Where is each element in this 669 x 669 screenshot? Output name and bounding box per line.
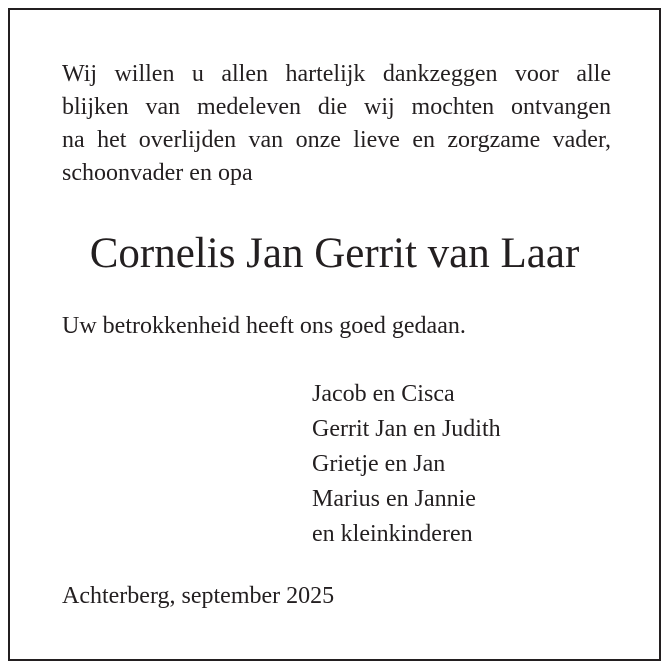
- gratitude-text: Uw betrokkenheid heeft ons goed gedaan.: [62, 313, 466, 339]
- signature-item: Gerrit Jan en Judith: [312, 416, 501, 442]
- intro-line: schoonvader en opa: [62, 160, 253, 186]
- signature-list: [312, 377, 501, 552]
- signature-item: Jacob en Cisca: [312, 381, 455, 407]
- deceased-name: Cornelis Jan Gerrit van Laar: [89, 230, 580, 277]
- signature-item: en kleinkinderen: [312, 521, 473, 547]
- notice-card: [8, 8, 661, 661]
- place-date: Achterberg, september 2025: [62, 583, 335, 609]
- intro-line: na het overlijden van onze lieve en zorgzame vader,: [62, 127, 611, 153]
- intro-paragraph: [62, 58, 611, 190]
- signature-item: Marius en Jannie: [312, 486, 476, 512]
- intro-line: Wij willen u allen hartelijk dankzeggen voor alle: [62, 61, 611, 87]
- intro-line: blijken van medeleven die wij mochten ontvangen: [62, 94, 611, 120]
- signature-item: Grietje en Jan: [312, 451, 446, 477]
